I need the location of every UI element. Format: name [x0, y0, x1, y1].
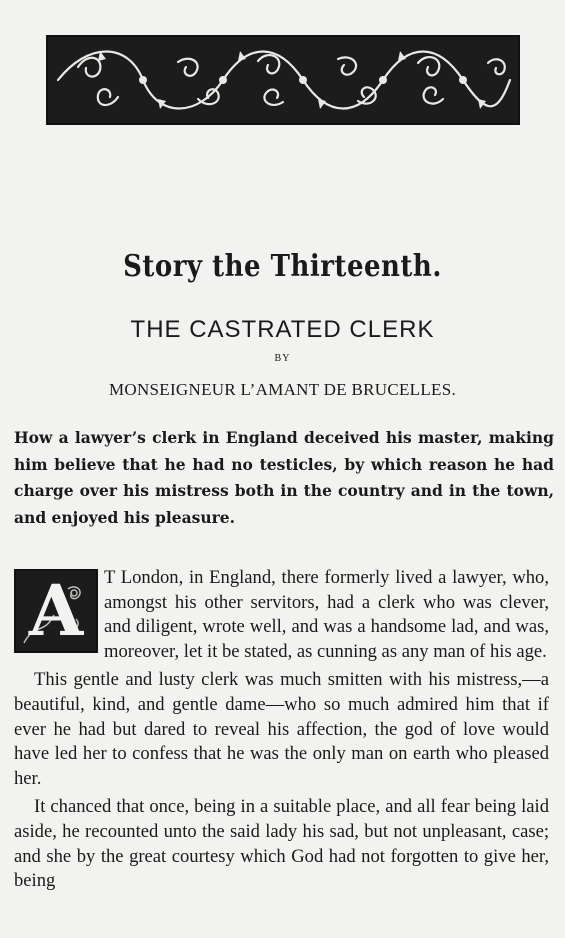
author-name: MONSEIGNEUR L’AMANT DE BRUCELLES.	[108, 380, 457, 399]
paragraph-1-text: T London, in England, there formerly lived a lawyer, who, amongst his other servitors, had a clerk who was clever, and diligent, wrote well, and was a handsome lad, and was, moreover, let it be stated, as cunning as any man of his age.	[104, 567, 549, 662]
byline-label: BY	[274, 353, 291, 364]
drop-cap	[14, 569, 98, 653]
scroll-ornament-icon	[48, 37, 518, 123]
paragraph-3: It chanced that once, being in a suitable place, and all fear being laid aside, he recounted unto the said lady his sad, but not unpleasant, case; and she by the great courtesy which God had not forgotten to give her, being	[14, 796, 549, 892]
drop-cap-letter: A	[28, 569, 84, 652]
ornamental-headpiece	[46, 35, 520, 125]
story-body	[14, 566, 549, 894]
story-argument: How a lawyer’s clerk in England deceived his master, making him believe that he had no testicles, by which reason he had charge over his mistress both in the country and in the town, and enjoyed his pleasure.	[14, 428, 554, 527]
paragraph-1	[14, 566, 549, 664]
story-subtitle: THE CASTRATED CLERK	[130, 316, 435, 343]
story-title: Story the Thirteenth.	[123, 249, 442, 285]
paragraph-2: This gentle and lusty clerk was much smitten with his mistress,—a beautiful, kind, and gentle dame—who so much admired him that if ever he had but dared to reveal his affection, the god of love would have led her to confess that he was the only man on earth who pleased her.	[14, 669, 549, 789]
